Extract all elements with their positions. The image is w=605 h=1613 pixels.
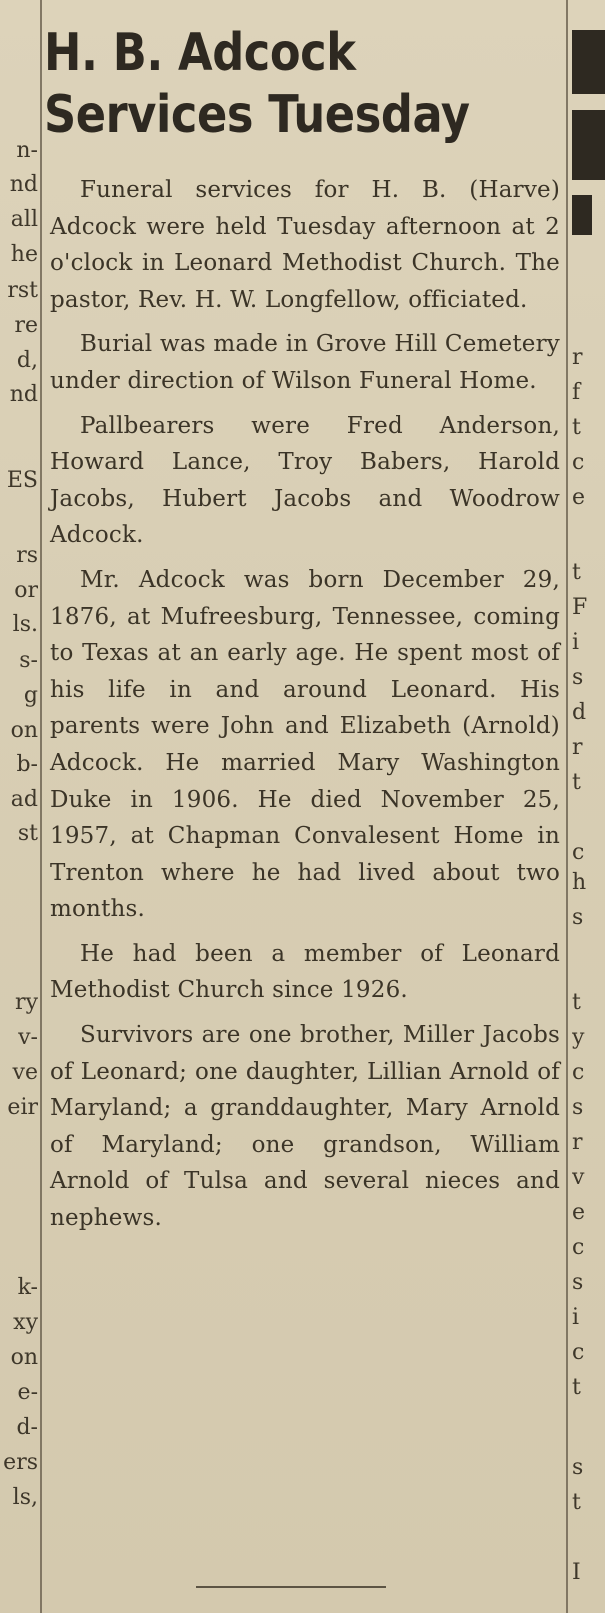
right-column-fragment: c [572,840,585,865]
right-column-fragment: r [572,735,583,760]
right-column-fragment: t [572,415,581,440]
left-column-fragment: s- [19,648,38,673]
left-column-fragment: b- [16,752,38,777]
right-column-fragment: t [572,1375,581,1400]
right-column-fragment: s [572,665,584,690]
right-column-fragment: c [572,450,585,475]
right-column-fragment: F [572,595,588,620]
right-column-fragment: i [572,630,580,655]
right-column-headline-fragment [572,195,592,235]
right-column-fragment: t [572,1490,581,1515]
obituary-article [44,18,564,1245]
left-column-fragment: eir [7,1095,38,1120]
right-column-headline-fragment [572,30,605,94]
right-column-fragment: t [572,770,581,795]
left-column-fragment: nd [9,172,38,197]
left-column-fragment: d, [16,348,38,373]
left-column-fragment: or [14,578,38,603]
right-column-rule [566,0,568,1613]
paragraph-funeral-services: Funeral services for H. B. (Harve) Adcock were held Tuesday afternoon at 2 o'clock in Leonard Methodist Church. The pastor, Rev. H. W. Longfellow, officiated. [50,177,560,313]
right-column-fragment: h [572,870,587,895]
paragraph-survivors: Survivors are one brother, Miller Jacobs of Leonard; one daughter, Lillian Arnold of Maryland; a granddaughter, Mary Arnold of Maryland; one grandson, William Arnold of Tulsa and several nieces and nephews. [50,1022,560,1232]
paragraph-burial: Burial was made in Grove Hill Cemetery under direction of Wilson Funeral Home. [50,331,560,394]
left-column-rule [40,0,42,1613]
left-column-fragment: ers [3,1450,38,1475]
left-column-fragment: ve [12,1060,38,1085]
left-column-fragment: ls. [12,612,38,637]
left-column-fragment: all [10,207,38,232]
left-column-fragment: xy [13,1310,38,1335]
left-column-fragment: ES [6,468,38,493]
right-column-fragment: d [572,700,587,725]
right-column-fragment: c [572,1340,585,1365]
headline-line-1: H. B. Adcock [44,23,356,83]
right-column-headline-fragment [572,110,605,180]
left-column-fragment: ry [15,990,38,1015]
right-column-fragment: f [572,380,581,405]
left-column-fragment: k- [17,1275,38,1300]
paragraph-pallbearers: Pallbearers were Fred Anderson, Howard Lance, Troy Babers, Harold Jacobs, Hubert Jacobs and Woodrow Adcock. [50,412,560,549]
left-column-fragment: rs [16,543,38,568]
left-column-fragment: ad [10,787,38,812]
left-column-fragment: nd [9,382,38,407]
article-end-rule [196,1586,386,1588]
right-column-fragment: c [572,1235,585,1260]
right-column-fragment: r [572,1130,583,1155]
left-column-fragment: on [10,1345,38,1370]
right-column-fragment: I [572,1560,581,1585]
right-column-fragment: r [572,345,583,370]
left-column-fragment: g [23,683,38,708]
paragraph-church-membership: He had been a member of Leonard Methodist Church since 1926. [50,940,560,1004]
article-body [44,172,564,1237]
left-column-fragment: ls, [12,1485,38,1510]
left-column-fragment: re [14,313,38,338]
paragraph-biography: Mr. Adcock was born December 29, 1876, at Mufreesburg, Tennessee, coming to Texas at an early age. He spent most of his life in and around Leonard. His parents were John and Elizabeth (Arnold) Adcock. He married Mary Washington Duke in 1906. He died November 25, 1957, at Chapman Convalesent Home in Trenton where he had lived about two months. [50,566,560,923]
right-column-fragment: s [572,1270,584,1295]
right-column-fragment: s [572,1095,584,1120]
left-column-fragment: st [17,821,38,846]
right-column-fragment: y [572,1025,585,1050]
right-column-fragment: v [572,1165,585,1190]
right-column-fragment: s [572,905,584,930]
right-column-fragment: t [572,560,581,585]
headline-line-2: Services Tuesday [44,85,470,145]
left-column-fragment: n- [16,138,38,163]
right-column-fragment: e [572,485,586,510]
left-column-fragment: on [10,718,38,743]
left-column-fragment: d- [16,1415,38,1440]
right-column-fragment: s [572,1455,584,1480]
right-column-fragment: t [572,990,581,1015]
left-column-fragment: v- [18,1025,38,1050]
right-column-fragment: e [572,1200,586,1225]
left-column-fragment: he [10,242,38,267]
left-column-fragment: rst [7,278,38,303]
left-column-fragment: e- [17,1380,38,1405]
right-column-fragment: i [572,1305,580,1330]
right-column-fragment: c [572,1060,585,1085]
